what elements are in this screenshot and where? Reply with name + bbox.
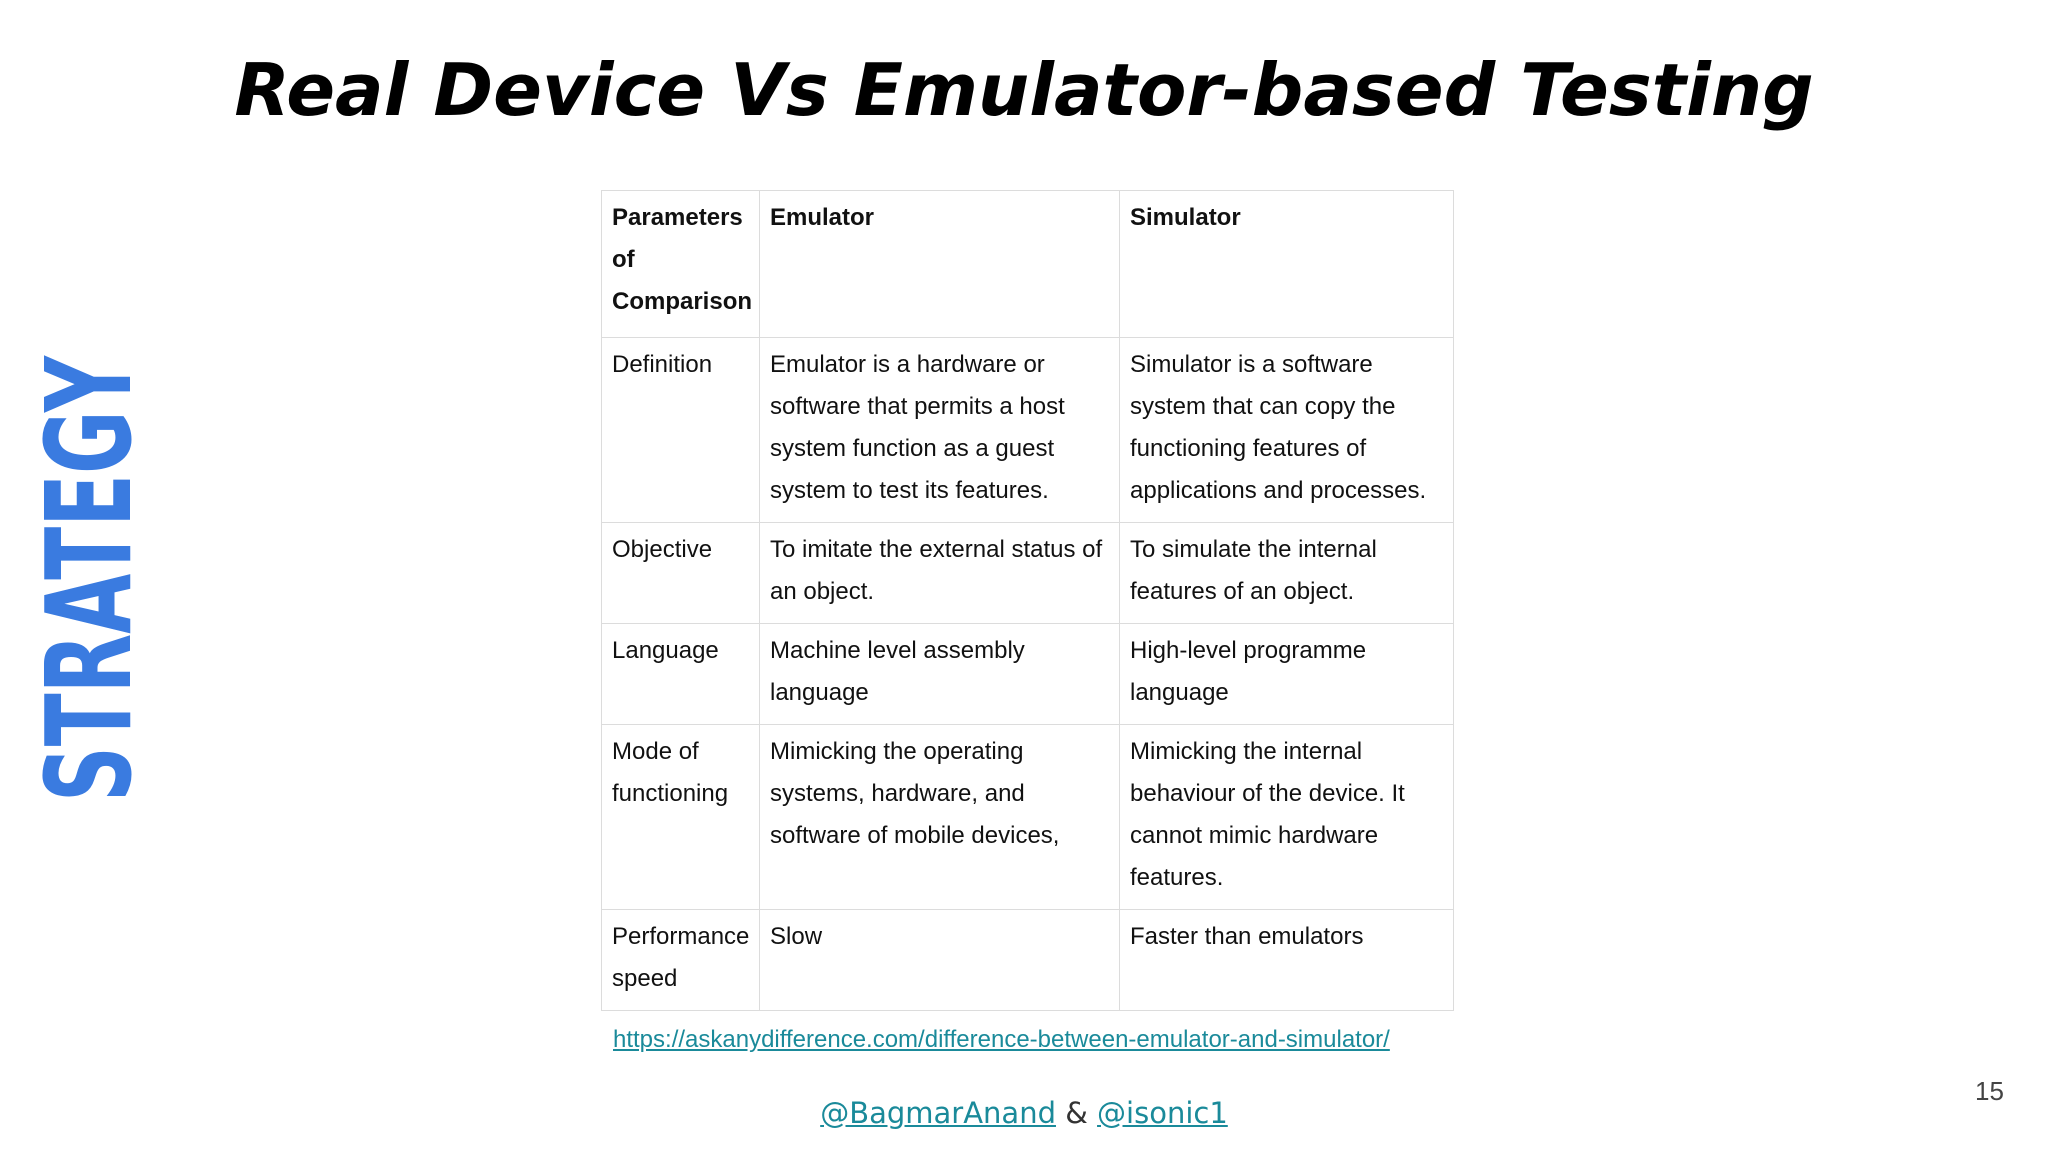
row-simulator-value: Simulator is a software system that can copy the functioning features of applications and processes.: [1120, 338, 1454, 523]
strategy-vertical-word: [20, 122, 158, 810]
strategy-text: STRATEGY: [20, 122, 158, 802]
source-link[interactable]: https://askanydifference.com/difference-between-emulator-and-simulator/: [613, 1026, 1390, 1053]
table-row: [602, 523, 1454, 624]
row-parameter: Language: [602, 624, 760, 725]
header-emulator: Emulator: [760, 191, 1120, 338]
row-emulator-value: Slow: [760, 910, 1120, 1011]
row-emulator-value: To imitate the external status of an object.: [760, 523, 1120, 624]
header-simulator: Simulator: [1120, 191, 1454, 338]
row-simulator-value: To simulate the internal features of an object.: [1120, 523, 1454, 624]
footer-handle-isonic1[interactable]: @isonic1: [1097, 1096, 1228, 1130]
footer-separator: &: [1055, 1096, 1098, 1130]
row-parameter: Performance speed: [602, 910, 760, 1011]
row-parameter: Mode of functioning: [602, 725, 760, 910]
footer-credits: [0, 1096, 2048, 1130]
row-emulator-value: Machine level assembly language: [760, 624, 1120, 725]
table-header-row: [602, 191, 1454, 338]
row-simulator-value: Mimicking the internal behaviour of the device. It cannot mimic hardware features.: [1120, 725, 1454, 910]
table-row: [602, 338, 1454, 523]
row-emulator-value: Emulator is a hardware or software that permits a host system function as a guest system to test its features.: [760, 338, 1120, 523]
table-row: [602, 725, 1454, 910]
row-parameter: Definition: [602, 338, 760, 523]
header-parameters: Parameters of Comparison: [602, 191, 760, 338]
row-emulator-value: Mimicking the operating systems, hardware, and software of mobile devices,: [760, 725, 1120, 910]
comparison-table: [601, 190, 1454, 1011]
footer-handle-bagmaranand[interactable]: @BagmarAnand: [820, 1096, 1056, 1130]
row-simulator-value: Faster than emulators: [1120, 910, 1454, 1011]
comparison-table-container: [601, 190, 1453, 1011]
table-row: [602, 624, 1454, 725]
row-parameter: Objective: [602, 523, 760, 624]
page-number: 15: [1975, 1076, 2004, 1106]
table-row: [602, 910, 1454, 1011]
row-simulator-value: High-level programme language: [1120, 624, 1454, 725]
slide-title: Real Device Vs Emulator-based Testing: [234, 48, 1814, 132]
